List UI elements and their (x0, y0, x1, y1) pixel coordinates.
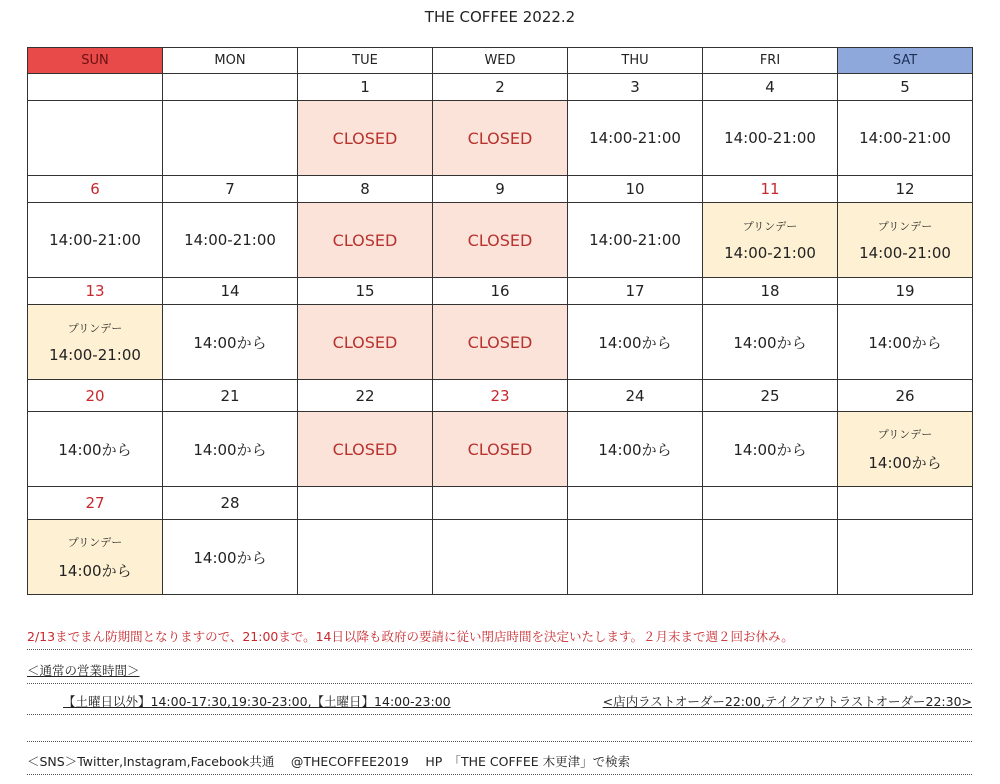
closed-label: CLOSED (332, 439, 398, 459)
date-number: 11 (703, 176, 838, 203)
date-number: 6 (28, 176, 163, 203)
day-cell (568, 101, 703, 176)
hours-row (28, 203, 973, 278)
date-row (28, 176, 973, 203)
date-number: 26 (838, 380, 973, 412)
hours-row (28, 305, 973, 380)
day-cell (298, 412, 433, 487)
day-cell (433, 101, 568, 176)
date-number: 13 (28, 278, 163, 305)
date-number: 3 (568, 74, 703, 101)
day-cell (298, 520, 433, 595)
date-number: 16 (433, 278, 568, 305)
day-cell (28, 305, 163, 380)
hours-label: 14:00-21:00 (589, 129, 681, 147)
day-cell (433, 412, 568, 487)
calendar-grid (27, 47, 973, 595)
date-number: 18 (703, 278, 838, 305)
day-cell (703, 101, 838, 176)
hours-label: 14:00から (598, 333, 672, 352)
hours-label: 14:00-21:00 (49, 346, 141, 364)
day-cell (838, 412, 973, 487)
date-number: 21 (163, 380, 298, 412)
day-cell (703, 203, 838, 278)
date-number: 17 (568, 278, 703, 305)
day-cell (298, 203, 433, 278)
hours-label: 14:00から (868, 333, 942, 352)
hours-text: 【土曜日以外】14:00-17:30,19:30-23:00,【土曜日】14:00-23:00 (63, 694, 451, 709)
date-number (838, 487, 973, 520)
date-number (298, 487, 433, 520)
weekday-sat: SAT (838, 48, 973, 74)
closed-label: CLOSED (332, 128, 398, 148)
date-number: 4 (703, 74, 838, 101)
pudding-day-label: プリンデー (67, 322, 123, 335)
day-cell (163, 520, 298, 595)
hours-label: 14:00から (193, 440, 267, 459)
date-number (568, 487, 703, 520)
date-number: 5 (838, 74, 973, 101)
date-number (703, 487, 838, 520)
date-number: 19 (838, 278, 973, 305)
day-cell (568, 305, 703, 380)
date-number: 23 (433, 380, 568, 412)
date-number: 14 (163, 278, 298, 305)
last-order-text: <店内ラストオーダー22:00,テイクアウトラストオーダー22:30> (602, 694, 972, 709)
closed-label: CLOSED (332, 230, 398, 250)
notice-text: 2/13までまん防期間となりますので、21:00まで。14日以降も政府の要請に従い閉店時間を決定いたします。２月末まで週２回お休み。 (27, 627, 972, 650)
day-cell (163, 412, 298, 487)
hours-label: 14:00から (58, 561, 132, 580)
date-number: 20 (28, 380, 163, 412)
hours-label: 14:00-21:00 (859, 129, 951, 147)
hours-row (27, 692, 972, 715)
hours-label: 14:00から (58, 440, 132, 459)
weekday-header (28, 48, 973, 74)
pudding-day-label: プリンデー (67, 535, 123, 549)
day-cell (163, 101, 298, 176)
day-cell (433, 203, 568, 278)
date-number: 25 (703, 380, 838, 412)
hours-label: 14:00-21:00 (724, 129, 816, 147)
day-cell (838, 101, 973, 176)
closed-label: CLOSED (332, 332, 398, 352)
date-number (28, 74, 163, 101)
date-number (433, 487, 568, 520)
weekday-wed: WED (433, 48, 568, 74)
weekday-sun: SUN (28, 48, 163, 74)
hours-label: 14:00-21:00 (589, 231, 681, 249)
date-row (28, 74, 973, 101)
day-cell (433, 305, 568, 380)
weekday-tue: TUE (298, 48, 433, 74)
day-cell (838, 520, 973, 595)
closed-label: CLOSED (467, 332, 533, 352)
hours-label: 14:00から (868, 453, 942, 472)
hours-heading-row (27, 661, 972, 684)
day-cell (298, 305, 433, 380)
closed-label: CLOSED (467, 128, 533, 148)
day-cell (838, 203, 973, 278)
pudding-day-label: プリンデー (877, 427, 933, 441)
date-number: 10 (568, 176, 703, 203)
date-number: 7 (163, 176, 298, 203)
date-number: 8 (298, 176, 433, 203)
hours-label: 14:00-21:00 (184, 231, 276, 249)
closed-label: CLOSED (467, 230, 533, 250)
day-cell (28, 520, 163, 595)
day-cell (568, 203, 703, 278)
hours-heading: ＜通常の営業時間＞ (27, 663, 140, 678)
day-cell (703, 305, 838, 380)
weekday-thu: THU (568, 48, 703, 74)
calendar-title: THE COFFEE 2022.2 (424, 8, 576, 26)
hours-label: 14:00から (733, 333, 807, 352)
day-cell (568, 520, 703, 595)
sns-text: ＜SNS＞Twitter,Instagram,Facebook共通 @THECOFFEE2019 HP 「THE COFFEE 木更津」で検索 (27, 752, 972, 775)
hours-label: 14:00から (193, 548, 267, 567)
hours-label: 14:00-21:00 (724, 244, 816, 262)
day-cell (28, 203, 163, 278)
hours-label: 14:00-21:00 (49, 231, 141, 249)
day-cell (163, 203, 298, 278)
day-cell (433, 520, 568, 595)
day-cell (163, 305, 298, 380)
day-cell (838, 305, 973, 380)
hours-label: 14:00から (598, 440, 672, 459)
weekday-mon: MON (163, 48, 298, 74)
date-number: 12 (838, 176, 973, 203)
day-cell (28, 412, 163, 487)
hours-label: 14:00から (733, 440, 807, 459)
pudding-day-label: プリンデー (877, 220, 933, 233)
date-row (28, 278, 973, 305)
date-number: 24 (568, 380, 703, 412)
hours-label: 14:00-21:00 (859, 244, 951, 262)
hours-row (28, 412, 973, 487)
day-cell (298, 101, 433, 176)
blank-row (27, 722, 972, 742)
weekday-fri: FRI (703, 48, 838, 74)
date-number: 22 (298, 380, 433, 412)
pudding-day-label: プリンデー (742, 220, 798, 233)
closed-label: CLOSED (467, 439, 533, 459)
hours-row (28, 101, 973, 176)
date-number (163, 74, 298, 101)
day-cell (703, 520, 838, 595)
date-number: 9 (433, 176, 568, 203)
hours-label: 14:00から (193, 333, 267, 352)
date-number: 15 (298, 278, 433, 305)
date-number: 1 (298, 74, 433, 101)
date-number: 2 (433, 74, 568, 101)
hours-row (28, 520, 973, 595)
date-number: 27 (28, 487, 163, 520)
date-number: 28 (163, 487, 298, 520)
day-cell (568, 412, 703, 487)
day-cell (703, 412, 838, 487)
date-row (28, 487, 973, 520)
date-row (28, 380, 973, 412)
day-cell (28, 101, 163, 176)
